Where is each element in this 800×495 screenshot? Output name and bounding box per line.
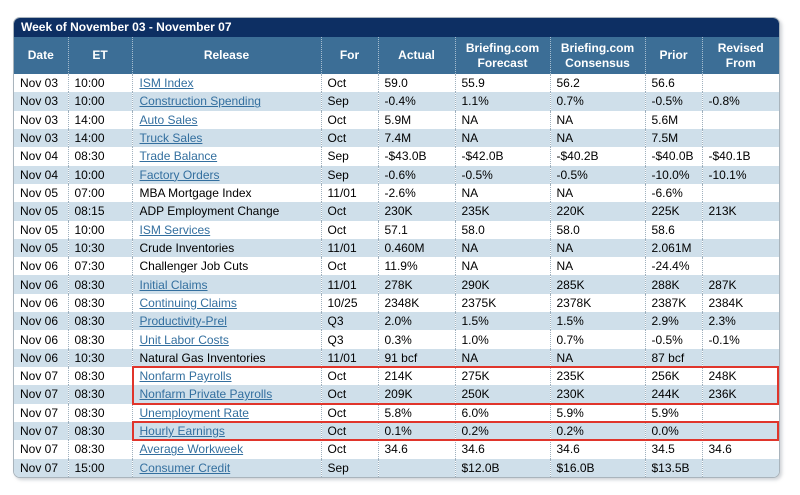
cell-release bbox=[132, 404, 321, 422]
week-title: Week of November 03 - November 07 bbox=[14, 18, 779, 37]
cell-forecast: 6.0% bbox=[455, 404, 550, 422]
cell-revised bbox=[702, 221, 779, 239]
cell-et: 10:30 bbox=[68, 239, 132, 257]
cell-actual: 57.1 bbox=[378, 221, 455, 239]
release-link[interactable]: Nonfarm Payrolls bbox=[139, 369, 232, 384]
cell-actual: -2.6% bbox=[378, 184, 455, 202]
cell-release bbox=[132, 422, 321, 440]
release-link[interactable]: Truck Sales bbox=[139, 131, 203, 146]
cell-consensus: 2378K bbox=[550, 294, 645, 312]
cell-consensus: 0.7% bbox=[550, 92, 645, 110]
cell-for: Oct bbox=[321, 129, 378, 147]
cell-for: Oct bbox=[321, 404, 378, 422]
cell-consensus: 235K bbox=[550, 367, 645, 385]
cell-consensus: NA bbox=[550, 111, 645, 129]
cell-release bbox=[132, 330, 321, 348]
column-header-release: Release bbox=[132, 37, 321, 74]
column-header-revised: Revised From bbox=[702, 37, 779, 74]
cell-revised bbox=[702, 129, 779, 147]
cell-date: Nov 06 bbox=[14, 330, 68, 348]
economic-calendar-window bbox=[13, 17, 780, 478]
cell-prior: $13.5B bbox=[645, 459, 702, 477]
cell-et: 08:30 bbox=[68, 367, 132, 385]
cell-date: Nov 07 bbox=[14, 404, 68, 422]
cell-revised: -10.1% bbox=[708, 167, 747, 182]
column-header-consensus: Briefing.com Consensus bbox=[550, 37, 645, 74]
cell-prior: 7.5M bbox=[645, 129, 702, 147]
table-row bbox=[14, 74, 779, 92]
cell-revised: -0.1% bbox=[708, 332, 740, 347]
cell-prior: 34.5 bbox=[645, 440, 702, 458]
table-row bbox=[14, 349, 779, 367]
cell-consensus: 5.9% bbox=[550, 404, 645, 422]
cell-et: 08:30 bbox=[68, 330, 132, 348]
cell-et: 10:00 bbox=[68, 92, 132, 110]
cell-date: Nov 06 bbox=[14, 312, 68, 330]
cell-release bbox=[132, 166, 321, 184]
release-link[interactable]: Productivity-Prel bbox=[139, 314, 227, 329]
cell-release bbox=[132, 221, 321, 239]
table-row bbox=[14, 202, 779, 220]
cell-prior: -0.5% bbox=[645, 330, 702, 348]
table-row bbox=[14, 166, 779, 184]
cell-actual: 34.6 bbox=[378, 440, 455, 458]
cell-date: Nov 07 bbox=[14, 459, 68, 477]
table-row bbox=[14, 385, 779, 403]
cell-prior: 256K bbox=[645, 367, 702, 385]
cell-consensus: NA bbox=[550, 184, 645, 202]
release-link[interactable]: ISM Services bbox=[139, 222, 211, 237]
cell-date: Nov 07 bbox=[14, 440, 68, 458]
cell-et: 08:30 bbox=[68, 275, 132, 293]
cell-consensus: $16.0B bbox=[550, 459, 645, 477]
cell-prior: -0.5% bbox=[645, 92, 702, 110]
cell-for: Oct bbox=[321, 257, 378, 275]
cell-consensus: 56.2 bbox=[550, 74, 645, 92]
cell-et: 14:00 bbox=[68, 129, 132, 147]
cell-consensus: NA bbox=[550, 129, 645, 147]
cell-actual: 5.8% bbox=[378, 404, 455, 422]
cell-et: 08:30 bbox=[68, 385, 132, 403]
release-link[interactable]: ISM Index bbox=[139, 76, 194, 91]
cell-actual: 7.4M bbox=[378, 129, 455, 147]
cell-forecast: NA bbox=[455, 349, 550, 367]
cell-revised bbox=[702, 349, 779, 367]
cell-revised: 2384K bbox=[708, 295, 744, 310]
cell-et: 08:30 bbox=[68, 147, 132, 165]
cell-actual: 0.3% bbox=[378, 330, 455, 348]
cell-forecast: $12.0B bbox=[455, 459, 550, 477]
cell-prior: 5.9% bbox=[645, 404, 702, 422]
cell-revised: 248K bbox=[708, 369, 737, 384]
table-row bbox=[14, 312, 779, 330]
cell-revised: 287K bbox=[708, 277, 737, 292]
cell-for: 11/01 bbox=[321, 349, 378, 367]
cell-actual: 0.460M bbox=[378, 239, 455, 257]
cell-consensus: 0.7% bbox=[550, 330, 645, 348]
cell-et: 10:00 bbox=[68, 221, 132, 239]
cell-consensus: 0.2% bbox=[550, 422, 645, 440]
cell-actual: 209K bbox=[378, 385, 455, 403]
cell-release bbox=[132, 74, 321, 92]
cell-forecast: 290K bbox=[455, 275, 550, 293]
cell-consensus: NA bbox=[550, 239, 645, 257]
cell-release bbox=[132, 385, 321, 403]
cell-release bbox=[132, 129, 321, 147]
cell-et: 08:30 bbox=[68, 294, 132, 312]
table-row bbox=[14, 422, 779, 440]
release-link[interactable]: Construction Spending bbox=[139, 94, 261, 109]
cell-forecast: -0.5% bbox=[455, 166, 550, 184]
cell-for: Oct bbox=[321, 422, 378, 440]
table-row bbox=[14, 239, 779, 257]
table-row bbox=[14, 92, 779, 110]
cell-forecast: 235K bbox=[455, 202, 550, 220]
cell-et: 08:30 bbox=[68, 404, 132, 422]
cell-consensus: NA bbox=[550, 257, 645, 275]
cell-forecast: 275K bbox=[455, 367, 550, 385]
cell-forecast: 58.0 bbox=[455, 221, 550, 239]
cell-for: 11/01 bbox=[321, 184, 378, 202]
cell-et: 10:00 bbox=[68, 166, 132, 184]
column-header-prior: Prior bbox=[645, 37, 702, 74]
cell-date: Nov 03 bbox=[14, 74, 68, 92]
table-row bbox=[14, 459, 779, 477]
cell-date: Nov 06 bbox=[14, 257, 68, 275]
cell-forecast: 1.5% bbox=[455, 312, 550, 330]
cell-date: Nov 06 bbox=[14, 349, 68, 367]
column-header-for: For bbox=[321, 37, 378, 74]
cell-revised bbox=[702, 257, 779, 275]
cell-release bbox=[132, 111, 321, 129]
cell-date: Nov 03 bbox=[14, 111, 68, 129]
cell-actual: 5.9M bbox=[378, 111, 455, 129]
cell-release bbox=[132, 294, 321, 312]
cell-prior: 244K bbox=[645, 385, 702, 403]
cell-release bbox=[132, 367, 321, 385]
table-row bbox=[14, 275, 779, 293]
cell-for: Oct bbox=[321, 74, 378, 92]
cell-revised: 34.6 bbox=[708, 442, 732, 457]
column-header-forecast: Briefing.com Forecast bbox=[455, 37, 550, 74]
cell-forecast: 0.2% bbox=[455, 422, 550, 440]
cell-date: Nov 05 bbox=[14, 202, 68, 220]
cell-for: Oct bbox=[321, 111, 378, 129]
cell-prior: 58.6 bbox=[645, 221, 702, 239]
cell-consensus: -0.5% bbox=[550, 166, 645, 184]
table-row bbox=[14, 404, 779, 422]
cell-revised bbox=[702, 404, 779, 422]
cell-et: 08:15 bbox=[68, 202, 132, 220]
cell-prior: 2.9% bbox=[645, 312, 702, 330]
cell-date: Nov 05 bbox=[14, 239, 68, 257]
cell-consensus: NA bbox=[550, 349, 645, 367]
cell-date: Nov 03 bbox=[14, 92, 68, 110]
cell-date: Nov 07 bbox=[14, 422, 68, 440]
cell-revised: -0.8% bbox=[708, 94, 740, 109]
cell-date: Nov 04 bbox=[14, 166, 68, 184]
cell-actual: 278K bbox=[378, 275, 455, 293]
cell-for: Sep bbox=[321, 147, 378, 165]
cell-revised: -$40.1B bbox=[708, 149, 751, 164]
cell-release bbox=[132, 92, 321, 110]
cell-prior: 225K bbox=[645, 202, 702, 220]
cell-forecast: NA bbox=[455, 129, 550, 147]
cell-forecast: 2375K bbox=[455, 294, 550, 312]
cell-forecast: NA bbox=[455, 239, 550, 257]
cell-actual: 59.0 bbox=[378, 74, 455, 92]
cell-revised bbox=[702, 422, 779, 440]
cell-actual: 11.9% bbox=[378, 257, 455, 275]
cell-et: 14:00 bbox=[68, 111, 132, 129]
table-row bbox=[14, 294, 779, 312]
cell-consensus: 58.0 bbox=[550, 221, 645, 239]
column-header-date: Date bbox=[14, 37, 68, 74]
release-link[interactable]: Trade Balance bbox=[139, 149, 218, 164]
column-header-actual: Actual bbox=[378, 37, 455, 74]
cell-consensus: 220K bbox=[550, 202, 645, 220]
release-link[interactable]: Average Workweek bbox=[139, 442, 244, 457]
cell-release bbox=[132, 275, 321, 293]
table-row bbox=[14, 147, 779, 165]
cell-forecast: 55.9 bbox=[455, 74, 550, 92]
table-row bbox=[14, 440, 779, 458]
cell-consensus: 230K bbox=[550, 385, 645, 403]
cell-for: 10/25 bbox=[321, 294, 378, 312]
cell-actual: 91 bcf bbox=[378, 349, 455, 367]
release-link[interactable]: Hourly Earnings bbox=[139, 424, 225, 439]
cell-for: Oct bbox=[321, 440, 378, 458]
cell-et: 10:00 bbox=[68, 74, 132, 92]
cell-date: Nov 04 bbox=[14, 147, 68, 165]
cell-date: Nov 07 bbox=[14, 385, 68, 403]
cell-actual: -0.4% bbox=[378, 92, 455, 110]
cell-release: ADP Employment Change bbox=[132, 202, 321, 220]
cell-release: MBA Mortgage Index bbox=[132, 184, 321, 202]
cell-forecast: 1.0% bbox=[455, 330, 550, 348]
cell-forecast: NA bbox=[455, 257, 550, 275]
cell-actual: 230K bbox=[378, 202, 455, 220]
release-link[interactable]: Factory Orders bbox=[139, 167, 220, 182]
cell-et: 07:30 bbox=[68, 257, 132, 275]
cell-forecast: 1.1% bbox=[455, 92, 550, 110]
cell-date: Nov 05 bbox=[14, 184, 68, 202]
table-row bbox=[14, 330, 779, 348]
cell-release bbox=[132, 459, 321, 477]
column-header-et: ET bbox=[68, 37, 132, 74]
cell-release bbox=[132, 312, 321, 330]
cell-consensus: 34.6 bbox=[550, 440, 645, 458]
cell-prior: -10.0% bbox=[645, 166, 702, 184]
economic-calendar-table bbox=[14, 37, 779, 477]
cell-for: Sep bbox=[321, 166, 378, 184]
cell-for: Sep bbox=[321, 459, 378, 477]
cell-prior: 0.0% bbox=[645, 422, 702, 440]
cell-revised: 2.3% bbox=[708, 314, 736, 329]
table-row bbox=[14, 184, 779, 202]
cell-for: 11/01 bbox=[321, 275, 378, 293]
cell-for: Q3 bbox=[321, 312, 378, 330]
cell-actual: 214K bbox=[378, 367, 455, 385]
cell-actual: 2348K bbox=[378, 294, 455, 312]
cell-date: Nov 03 bbox=[14, 129, 68, 147]
table-row bbox=[14, 221, 779, 239]
cell-for: 11/01 bbox=[321, 239, 378, 257]
cell-date: Nov 07 bbox=[14, 367, 68, 385]
cell-for: Oct bbox=[321, 367, 378, 385]
release-link[interactable]: Nonfarm Private Payrolls bbox=[139, 387, 273, 402]
cell-actual: -0.6% bbox=[378, 166, 455, 184]
cell-revised bbox=[702, 111, 779, 129]
table-row bbox=[14, 111, 779, 129]
table-row bbox=[14, 129, 779, 147]
cell-release: Natural Gas Inventories bbox=[132, 349, 321, 367]
cell-for: Oct bbox=[321, 202, 378, 220]
cell-prior: 288K bbox=[645, 275, 702, 293]
cell-consensus: -$40.2B bbox=[550, 147, 645, 165]
cell-actual: 0.1% bbox=[378, 422, 455, 440]
release-link[interactable]: Consumer Credit bbox=[139, 460, 231, 475]
cell-prior: -$40.0B bbox=[645, 147, 702, 165]
table-row bbox=[14, 367, 779, 385]
cell-for: Oct bbox=[321, 385, 378, 403]
cell-forecast: 250K bbox=[455, 385, 550, 403]
cell-et: 08:30 bbox=[68, 422, 132, 440]
cell-et: 15:00 bbox=[68, 459, 132, 477]
release-link[interactable]: Unemployment Rate bbox=[139, 405, 249, 420]
release-link[interactable]: Continuing Claims bbox=[139, 295, 237, 310]
cell-forecast: NA bbox=[455, 111, 550, 129]
cell-prior: 2.061M bbox=[645, 239, 702, 257]
cell-revised: 236K bbox=[708, 387, 737, 402]
cell-release bbox=[132, 440, 321, 458]
cell-revised bbox=[702, 239, 779, 257]
cell-prior: -6.6% bbox=[645, 184, 702, 202]
cell-actual bbox=[378, 459, 455, 477]
cell-prior: 5.6M bbox=[645, 111, 702, 129]
cell-et: 07:00 bbox=[68, 184, 132, 202]
cell-release: Crude Inventories bbox=[132, 239, 321, 257]
cell-prior: 87 bcf bbox=[645, 349, 702, 367]
cell-prior: -24.4% bbox=[645, 257, 702, 275]
cell-release: Challenger Job Cuts bbox=[132, 257, 321, 275]
cell-revised bbox=[702, 74, 779, 92]
cell-consensus: 1.5% bbox=[550, 312, 645, 330]
cell-et: 08:30 bbox=[68, 440, 132, 458]
cell-forecast: -$42.0B bbox=[455, 147, 550, 165]
cell-date: Nov 06 bbox=[14, 294, 68, 312]
cell-for: Oct bbox=[321, 221, 378, 239]
cell-revised: 213K bbox=[708, 204, 737, 219]
cell-consensus: 285K bbox=[550, 275, 645, 293]
release-link[interactable]: Unit Labor Costs bbox=[139, 332, 229, 347]
cell-date: Nov 05 bbox=[14, 221, 68, 239]
release-link[interactable]: Auto Sales bbox=[139, 112, 198, 127]
table-row bbox=[14, 257, 779, 275]
release-link[interactable]: Initial Claims bbox=[139, 277, 208, 292]
cell-et: 08:30 bbox=[68, 312, 132, 330]
cell-for: Sep bbox=[321, 92, 378, 110]
cell-release bbox=[132, 147, 321, 165]
cell-actual: -$43.0B bbox=[378, 147, 455, 165]
cell-et: 10:30 bbox=[68, 349, 132, 367]
column-header-row bbox=[14, 37, 779, 74]
cell-forecast: 34.6 bbox=[455, 440, 550, 458]
cell-actual: 2.0% bbox=[378, 312, 455, 330]
cell-revised bbox=[702, 184, 779, 202]
cell-for: Q3 bbox=[321, 330, 378, 348]
cell-date: Nov 06 bbox=[14, 275, 68, 293]
cell-prior: 2387K bbox=[645, 294, 702, 312]
cell-forecast: NA bbox=[455, 184, 550, 202]
cell-prior: 56.6 bbox=[645, 74, 702, 92]
cell-revised bbox=[702, 459, 779, 477]
